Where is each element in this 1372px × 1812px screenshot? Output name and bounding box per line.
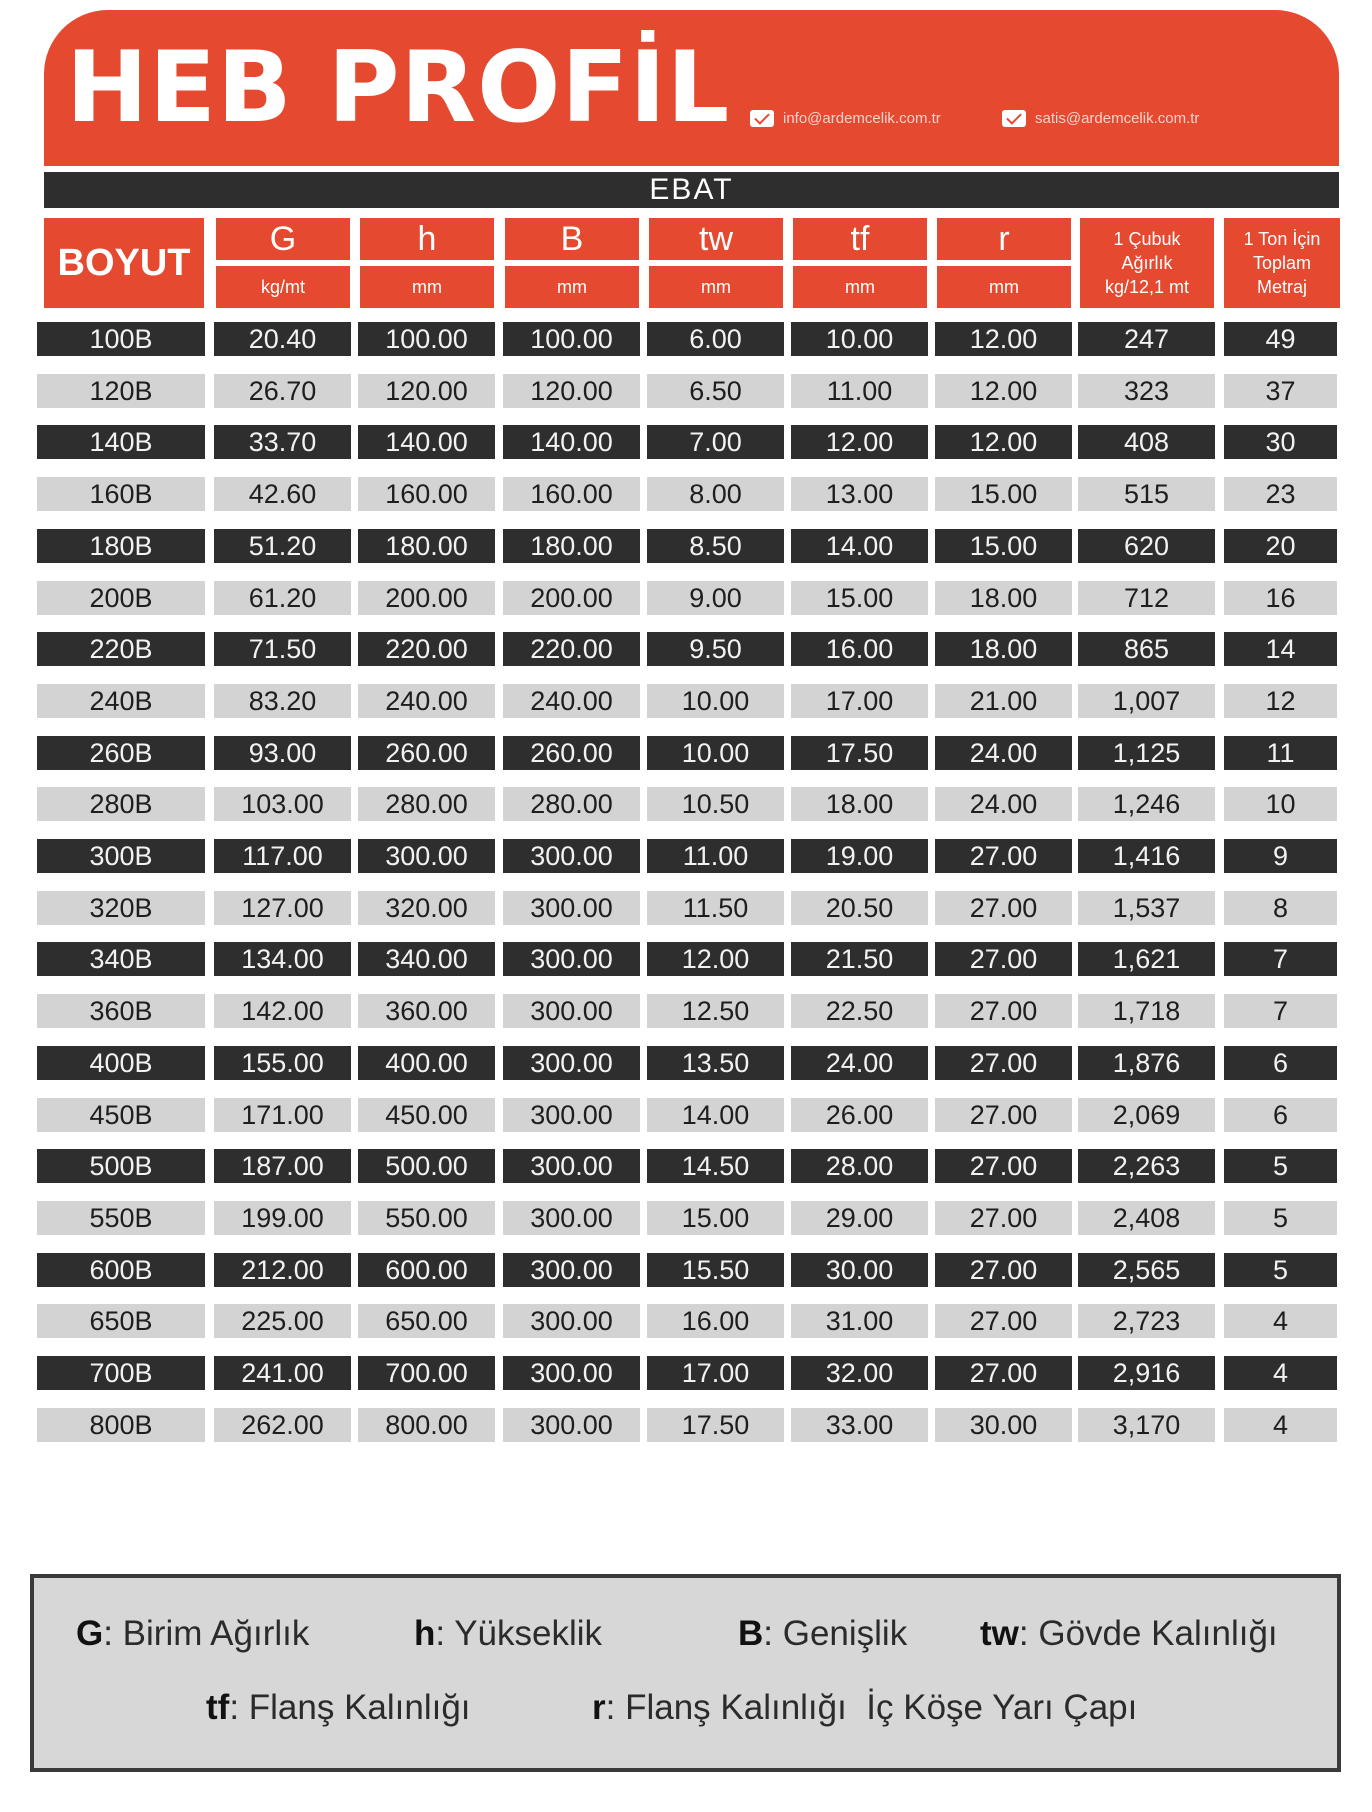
table-cell-tf: 31.00 [791, 1304, 928, 1338]
table-cell-g: 134.00 [214, 942, 351, 976]
table-cell-b: 300.00 [503, 1304, 640, 1338]
table-cell-g: 225.00 [214, 1304, 351, 1338]
table-cell-h: 200.00 [358, 581, 495, 615]
column-unit-h: mm [360, 266, 494, 308]
column-unit-tf: mm [793, 266, 927, 308]
table-cell-h: 320.00 [358, 891, 495, 925]
table-cell-tf: 17.50 [791, 736, 928, 770]
table-cell-tf: 19.00 [791, 839, 928, 873]
table-cell-metraj: 10 [1224, 787, 1337, 821]
table-cell-h: 100.00 [358, 322, 495, 356]
table-cell-h: 140.00 [358, 425, 495, 459]
table-cell-g: 212.00 [214, 1253, 351, 1287]
column-header-h: h [360, 218, 494, 260]
table-cell-weight: 1,125 [1078, 736, 1215, 770]
column-header-metraj [1224, 218, 1340, 308]
table-cell-boyut: 700B [37, 1356, 205, 1390]
legend-item-g: G: Birim Ağırlık [76, 1614, 310, 1653]
table-cell-r: 21.00 [935, 684, 1072, 718]
column-unit-r: mm [937, 266, 1071, 308]
table-cell-weight: 2,408 [1078, 1201, 1215, 1235]
table-cell-metraj: 5 [1224, 1201, 1337, 1235]
table-cell-tw: 12.50 [647, 994, 784, 1028]
contact-email-info[interactable] [750, 110, 941, 127]
table-cell-r: 27.00 [935, 839, 1072, 873]
column-unit-b: mm [505, 266, 639, 308]
ebat-bar: EBAT [44, 172, 1339, 208]
column-header-r: r [937, 218, 1071, 260]
table-cell-g: 33.70 [214, 425, 351, 459]
table-cell-tw: 13.50 [647, 1046, 784, 1080]
table-cell-metraj: 4 [1224, 1304, 1337, 1338]
table-cell-h: 120.00 [358, 374, 495, 408]
table-cell-g: 51.20 [214, 529, 351, 563]
table-cell-b: 140.00 [503, 425, 640, 459]
table-cell-metraj: 12 [1224, 684, 1337, 718]
column-header-line: 1 Çubuk [1113, 229, 1181, 249]
table-cell-h: 280.00 [358, 787, 495, 821]
table-cell-weight: 865 [1078, 632, 1215, 666]
legend-box [30, 1574, 1341, 1772]
legend-item-h: h: Yükseklik [414, 1614, 603, 1653]
table-cell-tf: 26.00 [791, 1098, 928, 1132]
table-cell-metraj: 14 [1224, 632, 1337, 666]
table-cell-b: 300.00 [503, 839, 640, 873]
table-cell-tf: 12.00 [791, 425, 928, 459]
table-cell-tf: 30.00 [791, 1253, 928, 1287]
table-cell-r: 27.00 [935, 1356, 1072, 1390]
table-cell-h: 220.00 [358, 632, 495, 666]
table-cell-tf: 21.50 [791, 942, 928, 976]
table-cell-boyut: 800B [37, 1408, 205, 1442]
table-cell-b: 300.00 [503, 891, 640, 925]
table-cell-weight: 1,246 [1078, 787, 1215, 821]
table-cell-boyut: 360B [37, 994, 205, 1028]
table-cell-tw: 10.50 [647, 787, 784, 821]
table-cell-r: 24.00 [935, 736, 1072, 770]
table-cell-metraj: 4 [1224, 1408, 1337, 1442]
table-cell-b: 300.00 [503, 942, 640, 976]
table-cell-g: 42.60 [214, 477, 351, 511]
table-cell-boyut: 220B [37, 632, 205, 666]
table-cell-metraj: 23 [1224, 477, 1337, 511]
table-cell-b: 120.00 [503, 374, 640, 408]
column-header-line: Metraj [1256, 277, 1307, 297]
table-cell-b: 260.00 [503, 736, 640, 770]
table-cell-r: 18.00 [935, 581, 1072, 615]
table-cell-tw: 9.50 [647, 632, 784, 666]
column-header-line: 1 Ton İçin [1243, 229, 1321, 249]
table-cell-r: 27.00 [935, 891, 1072, 925]
table-cell-b: 300.00 [503, 1201, 640, 1235]
table-cell-boyut: 260B [37, 736, 205, 770]
legend-item-b: B: Genişlik [738, 1614, 908, 1653]
table-cell-boyut: 200B [37, 581, 205, 615]
table-cell-r: 27.00 [935, 942, 1072, 976]
table-cell-metraj: 7 [1224, 994, 1337, 1028]
table-cell-h: 240.00 [358, 684, 495, 718]
table-cell-boyut: 280B [37, 787, 205, 821]
table-cell-g: 199.00 [214, 1201, 351, 1235]
table-cell-boyut: 240B [37, 684, 205, 718]
table-cell-weight: 323 [1078, 374, 1215, 408]
table-cell-r: 15.00 [935, 477, 1072, 511]
table-cell-tw: 8.00 [647, 477, 784, 511]
table-cell-tf: 17.00 [791, 684, 928, 718]
table-cell-r: 27.00 [935, 1201, 1072, 1235]
table-cell-weight: 2,263 [1078, 1149, 1215, 1183]
column-unit-g: kg/mt [216, 266, 350, 308]
table-cell-g: 187.00 [214, 1149, 351, 1183]
table-cell-metraj: 20 [1224, 529, 1337, 563]
column-unit-tw: mm [649, 266, 783, 308]
table-cell-boyut: 650B [37, 1304, 205, 1338]
mail-icon [1002, 110, 1026, 127]
table-cell-boyut: 450B [37, 1098, 205, 1132]
page-title: HEB PROFİL [66, 31, 731, 145]
table-cell-boyut: 100B [37, 322, 205, 356]
table-cell-tf: 28.00 [791, 1149, 928, 1183]
table-cell-weight: 2,916 [1078, 1356, 1215, 1390]
table-cell-h: 650.00 [358, 1304, 495, 1338]
table-cell-tf: 13.00 [791, 477, 928, 511]
table-cell-g: 241.00 [214, 1356, 351, 1390]
table-cell-weight: 1,007 [1078, 684, 1215, 718]
table-cell-h: 800.00 [358, 1408, 495, 1442]
table-cell-h: 180.00 [358, 529, 495, 563]
table-cell-metraj: 30 [1224, 425, 1337, 459]
table-cell-weight: 2,069 [1078, 1098, 1215, 1132]
table-cell-tf: 33.00 [791, 1408, 928, 1442]
table-cell-tw: 6.00 [647, 322, 784, 356]
table-cell-tw: 6.50 [647, 374, 784, 408]
legend-item-tf: tf: Flanş Kalınlığı [206, 1688, 471, 1727]
table-cell-b: 300.00 [503, 1253, 640, 1287]
column-header-tf: tf [793, 218, 927, 260]
table-cell-r: 12.00 [935, 322, 1072, 356]
table-cell-r: 27.00 [935, 1149, 1072, 1183]
table-cell-weight: 712 [1078, 581, 1215, 615]
column-header-b: B [505, 218, 639, 260]
table-cell-h: 160.00 [358, 477, 495, 511]
table-cell-h: 360.00 [358, 994, 495, 1028]
table-cell-weight: 1,876 [1078, 1046, 1215, 1080]
table-cell-r: 15.00 [935, 529, 1072, 563]
table-cell-metraj: 49 [1224, 322, 1337, 356]
table-cell-tw: 11.00 [647, 839, 784, 873]
table-cell-tw: 9.00 [647, 581, 784, 615]
table-cell-b: 300.00 [503, 1356, 640, 1390]
table-cell-tw: 14.50 [647, 1149, 784, 1183]
table-cell-tw: 15.50 [647, 1253, 784, 1287]
table-cell-tf: 11.00 [791, 374, 928, 408]
table-cell-g: 155.00 [214, 1046, 351, 1080]
table-cell-boyut: 500B [37, 1149, 205, 1183]
table-cell-r: 27.00 [935, 994, 1072, 1028]
table-cell-tf: 10.00 [791, 322, 928, 356]
table-cell-g: 103.00 [214, 787, 351, 821]
table-cell-h: 300.00 [358, 839, 495, 873]
table-cell-r: 27.00 [935, 1046, 1072, 1080]
table-cell-g: 117.00 [214, 839, 351, 873]
table-cell-g: 262.00 [214, 1408, 351, 1442]
table-cell-r: 27.00 [935, 1098, 1072, 1132]
table-cell-metraj: 6 [1224, 1098, 1337, 1132]
table-cell-metraj: 5 [1224, 1253, 1337, 1287]
table-cell-tf: 22.50 [791, 994, 928, 1028]
table-cell-b: 220.00 [503, 632, 640, 666]
table-cell-tw: 11.50 [647, 891, 784, 925]
table-cell-weight: 620 [1078, 529, 1215, 563]
table-cell-weight: 1,416 [1078, 839, 1215, 873]
legend-item-tw: tw: Gövde Kalınlığı [980, 1614, 1278, 1653]
table-cell-b: 280.00 [503, 787, 640, 821]
table-cell-weight: 1,621 [1078, 942, 1215, 976]
table-cell-h: 340.00 [358, 942, 495, 976]
column-header-tw: tw [649, 218, 783, 260]
table-cell-r: 18.00 [935, 632, 1072, 666]
table-cell-tw: 17.00 [647, 1356, 784, 1390]
table-cell-tw: 10.00 [647, 736, 784, 770]
table-cell-b: 240.00 [503, 684, 640, 718]
table-cell-g: 61.20 [214, 581, 351, 615]
table-cell-h: 550.00 [358, 1201, 495, 1235]
table-cell-r: 30.00 [935, 1408, 1072, 1442]
table-cell-tw: 12.00 [647, 942, 784, 976]
table-cell-weight: 408 [1078, 425, 1215, 459]
table-cell-boyut: 550B [37, 1201, 205, 1235]
table-cell-r: 12.00 [935, 425, 1072, 459]
table-cell-tw: 16.00 [647, 1304, 784, 1338]
table-cell-weight: 515 [1078, 477, 1215, 511]
column-header-line: Toplam [1252, 253, 1312, 273]
table-cell-g: 83.20 [214, 684, 351, 718]
column-header-weight [1080, 218, 1214, 308]
table-cell-boyut: 600B [37, 1253, 205, 1287]
table-cell-boyut: 300B [37, 839, 205, 873]
table-cell-metraj: 4 [1224, 1356, 1337, 1390]
table-cell-b: 100.00 [503, 322, 640, 356]
table-cell-tf: 29.00 [791, 1201, 928, 1235]
mail-icon [750, 110, 774, 127]
table-cell-boyut: 340B [37, 942, 205, 976]
table-cell-metraj: 5 [1224, 1149, 1337, 1183]
table-cell-tw: 10.00 [647, 684, 784, 718]
column-header-line: Ağırlık [1121, 253, 1173, 273]
legend-item-r: r: Flanş Kalınlığı İç Köşe Yarı Çapı [592, 1688, 1138, 1727]
table-cell-weight: 2,565 [1078, 1253, 1215, 1287]
table-cell-boyut: 180B [37, 529, 205, 563]
table-cell-g: 127.00 [214, 891, 351, 925]
table-cell-b: 300.00 [503, 1408, 640, 1442]
table-cell-r: 27.00 [935, 1304, 1072, 1338]
table-cell-tw: 17.50 [647, 1408, 784, 1442]
table-cell-tf: 15.00 [791, 581, 928, 615]
table-cell-g: 93.00 [214, 736, 351, 770]
table-cell-tf: 20.50 [791, 891, 928, 925]
table-cell-tw: 8.50 [647, 529, 784, 563]
table-cell-b: 180.00 [503, 529, 640, 563]
table-cell-tw: 7.00 [647, 425, 784, 459]
table-cell-weight: 1,718 [1078, 994, 1215, 1028]
table-cell-tf: 24.00 [791, 1046, 928, 1080]
table-cell-weight: 247 [1078, 322, 1215, 356]
table-cell-tf: 16.00 [791, 632, 928, 666]
table-cell-g: 142.00 [214, 994, 351, 1028]
table-cell-weight: 2,723 [1078, 1304, 1215, 1338]
table-cell-metraj: 7 [1224, 942, 1337, 976]
table-cell-boyut: 320B [37, 891, 205, 925]
table-cell-b: 300.00 [503, 1098, 640, 1132]
table-cell-b: 200.00 [503, 581, 640, 615]
table-cell-weight: 3,170 [1078, 1408, 1215, 1442]
column-header-g: G [216, 218, 350, 260]
contact-email-sales[interactable] [1002, 110, 1199, 127]
table-cell-h: 450.00 [358, 1098, 495, 1132]
table-cell-r: 27.00 [935, 1253, 1072, 1287]
table-cell-b: 300.00 [503, 1046, 640, 1080]
email-info-text: info@ardemcelik.com.tr [783, 110, 941, 127]
table-cell-metraj: 6 [1224, 1046, 1337, 1080]
table-cell-h: 600.00 [358, 1253, 495, 1287]
table-cell-tf: 32.00 [791, 1356, 928, 1390]
table-cell-g: 20.40 [214, 322, 351, 356]
table-cell-tw: 15.00 [647, 1201, 784, 1235]
table-cell-boyut: 400B [37, 1046, 205, 1080]
table-cell-tf: 18.00 [791, 787, 928, 821]
table-cell-boyut: 140B [37, 425, 205, 459]
table-cell-tf: 14.00 [791, 529, 928, 563]
table-cell-boyut: 160B [37, 477, 205, 511]
column-header-line: kg/12,1 mt [1104, 277, 1190, 297]
table-cell-g: 171.00 [214, 1098, 351, 1132]
table-cell-b: 300.00 [503, 1149, 640, 1183]
table-cell-weight: 1,537 [1078, 891, 1215, 925]
table-cell-g: 71.50 [214, 632, 351, 666]
table-cell-metraj: 9 [1224, 839, 1337, 873]
table-cell-metraj: 37 [1224, 374, 1337, 408]
table-cell-metraj: 8 [1224, 891, 1337, 925]
table-cell-boyut: 120B [37, 374, 205, 408]
table-cell-b: 300.00 [503, 994, 640, 1028]
table-cell-g: 26.70 [214, 374, 351, 408]
table-cell-h: 260.00 [358, 736, 495, 770]
email-sales-text: satis@ardemcelik.com.tr [1035, 110, 1200, 127]
table-cell-h: 500.00 [358, 1149, 495, 1183]
table-cell-b: 160.00 [503, 477, 640, 511]
table-cell-r: 24.00 [935, 787, 1072, 821]
table-cell-r: 12.00 [935, 374, 1072, 408]
table-cell-metraj: 16 [1224, 581, 1337, 615]
table-cell-h: 400.00 [358, 1046, 495, 1080]
table-cell-tw: 14.00 [647, 1098, 784, 1132]
table-cell-h: 700.00 [358, 1356, 495, 1390]
table-cell-metraj: 11 [1224, 736, 1337, 770]
column-header-boyut: BOYUT [44, 218, 204, 308]
